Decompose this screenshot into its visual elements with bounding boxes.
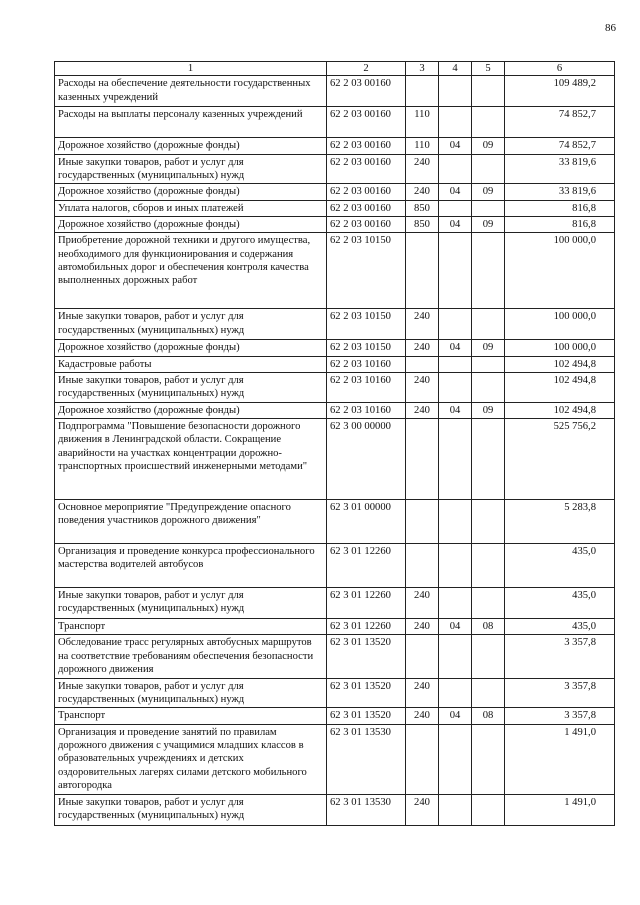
row-rz bbox=[439, 107, 472, 138]
budget-table bbox=[54, 61, 615, 826]
row-code: 62 3 00 00000 bbox=[327, 419, 406, 500]
row-code: 62 2 03 00160 bbox=[327, 200, 406, 216]
row-vr: 850 bbox=[406, 217, 439, 233]
row-name: Основное мероприятие "Предупреждение опасного поведения участников дорожного движения" bbox=[55, 500, 327, 544]
row-name: Иные закупки товаров, работ и услуг для государственных (муниципальных) нужд bbox=[55, 309, 327, 340]
row-pr: 09 bbox=[472, 340, 505, 356]
row-code: 62 3 01 13530 bbox=[327, 794, 406, 825]
row-rz bbox=[439, 678, 472, 708]
table-row bbox=[55, 217, 615, 233]
row-name: Дорожное хозяйство (дорожные фонды) bbox=[55, 402, 327, 418]
row-name: Иные закупки товаров, работ и услуг для государственных (муниципальных) нужд bbox=[55, 373, 327, 403]
row-code: 62 2 03 00160 bbox=[327, 154, 406, 184]
row-code: 62 2 03 00160 bbox=[327, 184, 406, 200]
row-vr bbox=[406, 419, 439, 500]
row-code: 62 2 03 10150 bbox=[327, 233, 406, 309]
row-pr: 08 bbox=[472, 708, 505, 724]
row-vr: 240 bbox=[406, 619, 439, 635]
header-cell: 3 bbox=[406, 62, 439, 76]
row-rz: 04 bbox=[439, 402, 472, 418]
table-row bbox=[55, 724, 615, 794]
row-code: 62 3 01 13520 bbox=[327, 678, 406, 708]
row-vr: 110 bbox=[406, 138, 439, 154]
table-row bbox=[55, 138, 615, 154]
row-sum: 109 489,2 bbox=[505, 76, 615, 107]
header-cell: 6 bbox=[505, 62, 615, 76]
row-rz: 04 bbox=[439, 138, 472, 154]
row-name: Уплата налогов, сборов и иных платежей bbox=[55, 200, 327, 216]
row-rz: 04 bbox=[439, 708, 472, 724]
row-vr bbox=[406, 500, 439, 544]
row-vr: 240 bbox=[406, 678, 439, 708]
table-row bbox=[55, 402, 615, 418]
row-name: Кадастровые работы bbox=[55, 356, 327, 372]
header-cell: 2 bbox=[327, 62, 406, 76]
row-code: 62 2 03 10150 bbox=[327, 340, 406, 356]
row-pr: 08 bbox=[472, 619, 505, 635]
row-vr bbox=[406, 635, 439, 678]
row-rz: 04 bbox=[439, 619, 472, 635]
row-code: 62 2 03 10160 bbox=[327, 373, 406, 403]
row-sum: 816,8 bbox=[505, 200, 615, 216]
row-pr bbox=[472, 678, 505, 708]
row-vr: 240 bbox=[406, 794, 439, 825]
table-row bbox=[55, 794, 615, 825]
row-name: Подпрограмма "Повышение безопасности дорожного движения в Ленинградской области. Сокращение аварийности на участках концентрации дорожно-транспортных происшествий инженерными методами" bbox=[55, 419, 327, 500]
row-name: Приобретение дорожной техники и другого имущества, необходимого для функционирования и содержания автомобильных дорог и обеспечения контроля качества выполненных дорожных работ bbox=[55, 233, 327, 309]
header-cell: 4 bbox=[439, 62, 472, 76]
row-pr: 09 bbox=[472, 184, 505, 200]
table-row bbox=[55, 544, 615, 588]
table-row bbox=[55, 340, 615, 356]
row-vr: 240 bbox=[406, 340, 439, 356]
row-sum: 74 852,7 bbox=[505, 138, 615, 154]
row-sum: 435,0 bbox=[505, 619, 615, 635]
row-rz bbox=[439, 76, 472, 107]
row-vr bbox=[406, 724, 439, 794]
row-name: Организация и проведение занятий по правилам дорожного движения с учащимися младших классов в образовательных учреждениях и детских оздоровительных лагерях силами детского мобильного автогородка bbox=[55, 724, 327, 794]
row-code: 62 2 03 00160 bbox=[327, 217, 406, 233]
row-code: 62 2 03 00160 bbox=[327, 76, 406, 107]
row-name: Транспорт bbox=[55, 708, 327, 724]
row-code: 62 2 03 00160 bbox=[327, 107, 406, 138]
row-name: Транспорт bbox=[55, 619, 327, 635]
table-row bbox=[55, 500, 615, 544]
page-number: 86 bbox=[605, 22, 616, 34]
table-row bbox=[55, 309, 615, 340]
row-pr bbox=[472, 233, 505, 309]
row-pr bbox=[472, 309, 505, 340]
row-name: Иные закупки товаров, работ и услуг для государственных (муниципальных) нужд bbox=[55, 678, 327, 708]
table-row bbox=[55, 356, 615, 372]
row-pr bbox=[472, 635, 505, 678]
table-row bbox=[55, 708, 615, 724]
row-code: 62 3 01 12260 bbox=[327, 588, 406, 619]
row-name: Организация и проведение конкурса профессионального мастерства водителей автобусов bbox=[55, 544, 327, 588]
header-cell: 1 bbox=[55, 62, 327, 76]
row-rz bbox=[439, 794, 472, 825]
table-row bbox=[55, 233, 615, 309]
table-row bbox=[55, 588, 615, 619]
row-pr: 09 bbox=[472, 217, 505, 233]
row-name: Иные закупки товаров, работ и услуг для государственных (муниципальных) нужд bbox=[55, 154, 327, 184]
row-vr: 110 bbox=[406, 107, 439, 138]
row-rz: 04 bbox=[439, 217, 472, 233]
row-rz bbox=[439, 200, 472, 216]
row-code: 62 3 01 13520 bbox=[327, 708, 406, 724]
row-name: Дорожное хозяйство (дорожные фонды) bbox=[55, 138, 327, 154]
row-vr bbox=[406, 76, 439, 107]
row-name: Обследование трасс регулярных автобусных маршрутов на соответствие требованиям обеспечения безопасности дорожного движения bbox=[55, 635, 327, 678]
row-code: 62 3 01 12260 bbox=[327, 619, 406, 635]
row-rz bbox=[439, 544, 472, 588]
row-sum: 3 357,8 bbox=[505, 635, 615, 678]
row-name: Иные закупки товаров, работ и услуг для государственных (муниципальных) нужд bbox=[55, 794, 327, 825]
table-row bbox=[55, 184, 615, 200]
table-row bbox=[55, 635, 615, 678]
row-pr bbox=[472, 724, 505, 794]
row-rz bbox=[439, 500, 472, 544]
row-pr bbox=[472, 419, 505, 500]
row-vr: 240 bbox=[406, 184, 439, 200]
row-name: Дорожное хозяйство (дорожные фонды) bbox=[55, 217, 327, 233]
row-vr: 240 bbox=[406, 309, 439, 340]
row-pr bbox=[472, 356, 505, 372]
row-sum: 525 756,2 bbox=[505, 419, 615, 500]
row-pr bbox=[472, 373, 505, 403]
row-code: 62 3 01 13520 bbox=[327, 635, 406, 678]
row-pr bbox=[472, 544, 505, 588]
row-name: Дорожное хозяйство (дорожные фонды) bbox=[55, 340, 327, 356]
table-row bbox=[55, 200, 615, 216]
row-vr bbox=[406, 233, 439, 309]
table-row bbox=[55, 154, 615, 184]
row-code: 62 2 03 10150 bbox=[327, 309, 406, 340]
row-pr bbox=[472, 200, 505, 216]
row-sum: 33 819,6 bbox=[505, 184, 615, 200]
row-code: 62 2 03 10160 bbox=[327, 356, 406, 372]
row-code: 62 2 03 10160 bbox=[327, 402, 406, 418]
row-vr: 240 bbox=[406, 588, 439, 619]
row-sum: 33 819,6 bbox=[505, 154, 615, 184]
row-vr: 240 bbox=[406, 373, 439, 403]
row-rz bbox=[439, 724, 472, 794]
row-vr bbox=[406, 544, 439, 588]
table-row bbox=[55, 107, 615, 138]
row-rz bbox=[439, 154, 472, 184]
row-pr bbox=[472, 107, 505, 138]
row-code: 62 2 03 00160 bbox=[327, 138, 406, 154]
row-sum: 816,8 bbox=[505, 217, 615, 233]
row-rz bbox=[439, 419, 472, 500]
row-rz bbox=[439, 373, 472, 403]
row-rz bbox=[439, 588, 472, 619]
row-vr: 240 bbox=[406, 154, 439, 184]
row-sum: 100 000,0 bbox=[505, 340, 615, 356]
row-code: 62 3 01 12260 bbox=[327, 544, 406, 588]
row-sum: 74 852,7 bbox=[505, 107, 615, 138]
row-name: Дорожное хозяйство (дорожные фонды) bbox=[55, 184, 327, 200]
row-code: 62 3 01 13530 bbox=[327, 724, 406, 794]
row-name: Расходы на выплаты персоналу казенных учреждений bbox=[55, 107, 327, 138]
row-pr bbox=[472, 154, 505, 184]
table-row bbox=[55, 678, 615, 708]
row-sum: 100 000,0 bbox=[505, 309, 615, 340]
row-rz: 04 bbox=[439, 340, 472, 356]
row-sum: 1 491,0 bbox=[505, 794, 615, 825]
row-vr: 240 bbox=[406, 402, 439, 418]
row-vr: 850 bbox=[406, 200, 439, 216]
row-pr bbox=[472, 76, 505, 107]
row-rz bbox=[439, 309, 472, 340]
row-sum: 1 491,0 bbox=[505, 724, 615, 794]
row-sum: 102 494,8 bbox=[505, 356, 615, 372]
row-sum: 3 357,8 bbox=[505, 708, 615, 724]
row-sum: 5 283,8 bbox=[505, 500, 615, 544]
table-row bbox=[55, 373, 615, 403]
row-name: Расходы на обеспечение деятельности государственных казенных учреждений bbox=[55, 76, 327, 107]
row-pr bbox=[472, 500, 505, 544]
row-pr: 09 bbox=[472, 138, 505, 154]
table-header-row bbox=[55, 62, 615, 76]
row-sum: 102 494,8 bbox=[505, 402, 615, 418]
row-sum: 3 357,8 bbox=[505, 678, 615, 708]
row-pr: 09 bbox=[472, 402, 505, 418]
row-rz bbox=[439, 635, 472, 678]
table-row bbox=[55, 619, 615, 635]
row-name: Иные закупки товаров, работ и услуг для государственных (муниципальных) нужд bbox=[55, 588, 327, 619]
row-pr bbox=[472, 588, 505, 619]
table-row bbox=[55, 419, 615, 500]
header-cell: 5 bbox=[472, 62, 505, 76]
row-vr bbox=[406, 356, 439, 372]
row-code: 62 3 01 00000 bbox=[327, 500, 406, 544]
row-sum: 102 494,8 bbox=[505, 373, 615, 403]
row-rz bbox=[439, 233, 472, 309]
row-sum: 435,0 bbox=[505, 544, 615, 588]
row-rz: 04 bbox=[439, 184, 472, 200]
row-vr: 240 bbox=[406, 708, 439, 724]
row-sum: 100 000,0 bbox=[505, 233, 615, 309]
row-rz bbox=[439, 356, 472, 372]
table-row bbox=[55, 76, 615, 107]
row-sum: 435,0 bbox=[505, 588, 615, 619]
row-pr bbox=[472, 794, 505, 825]
